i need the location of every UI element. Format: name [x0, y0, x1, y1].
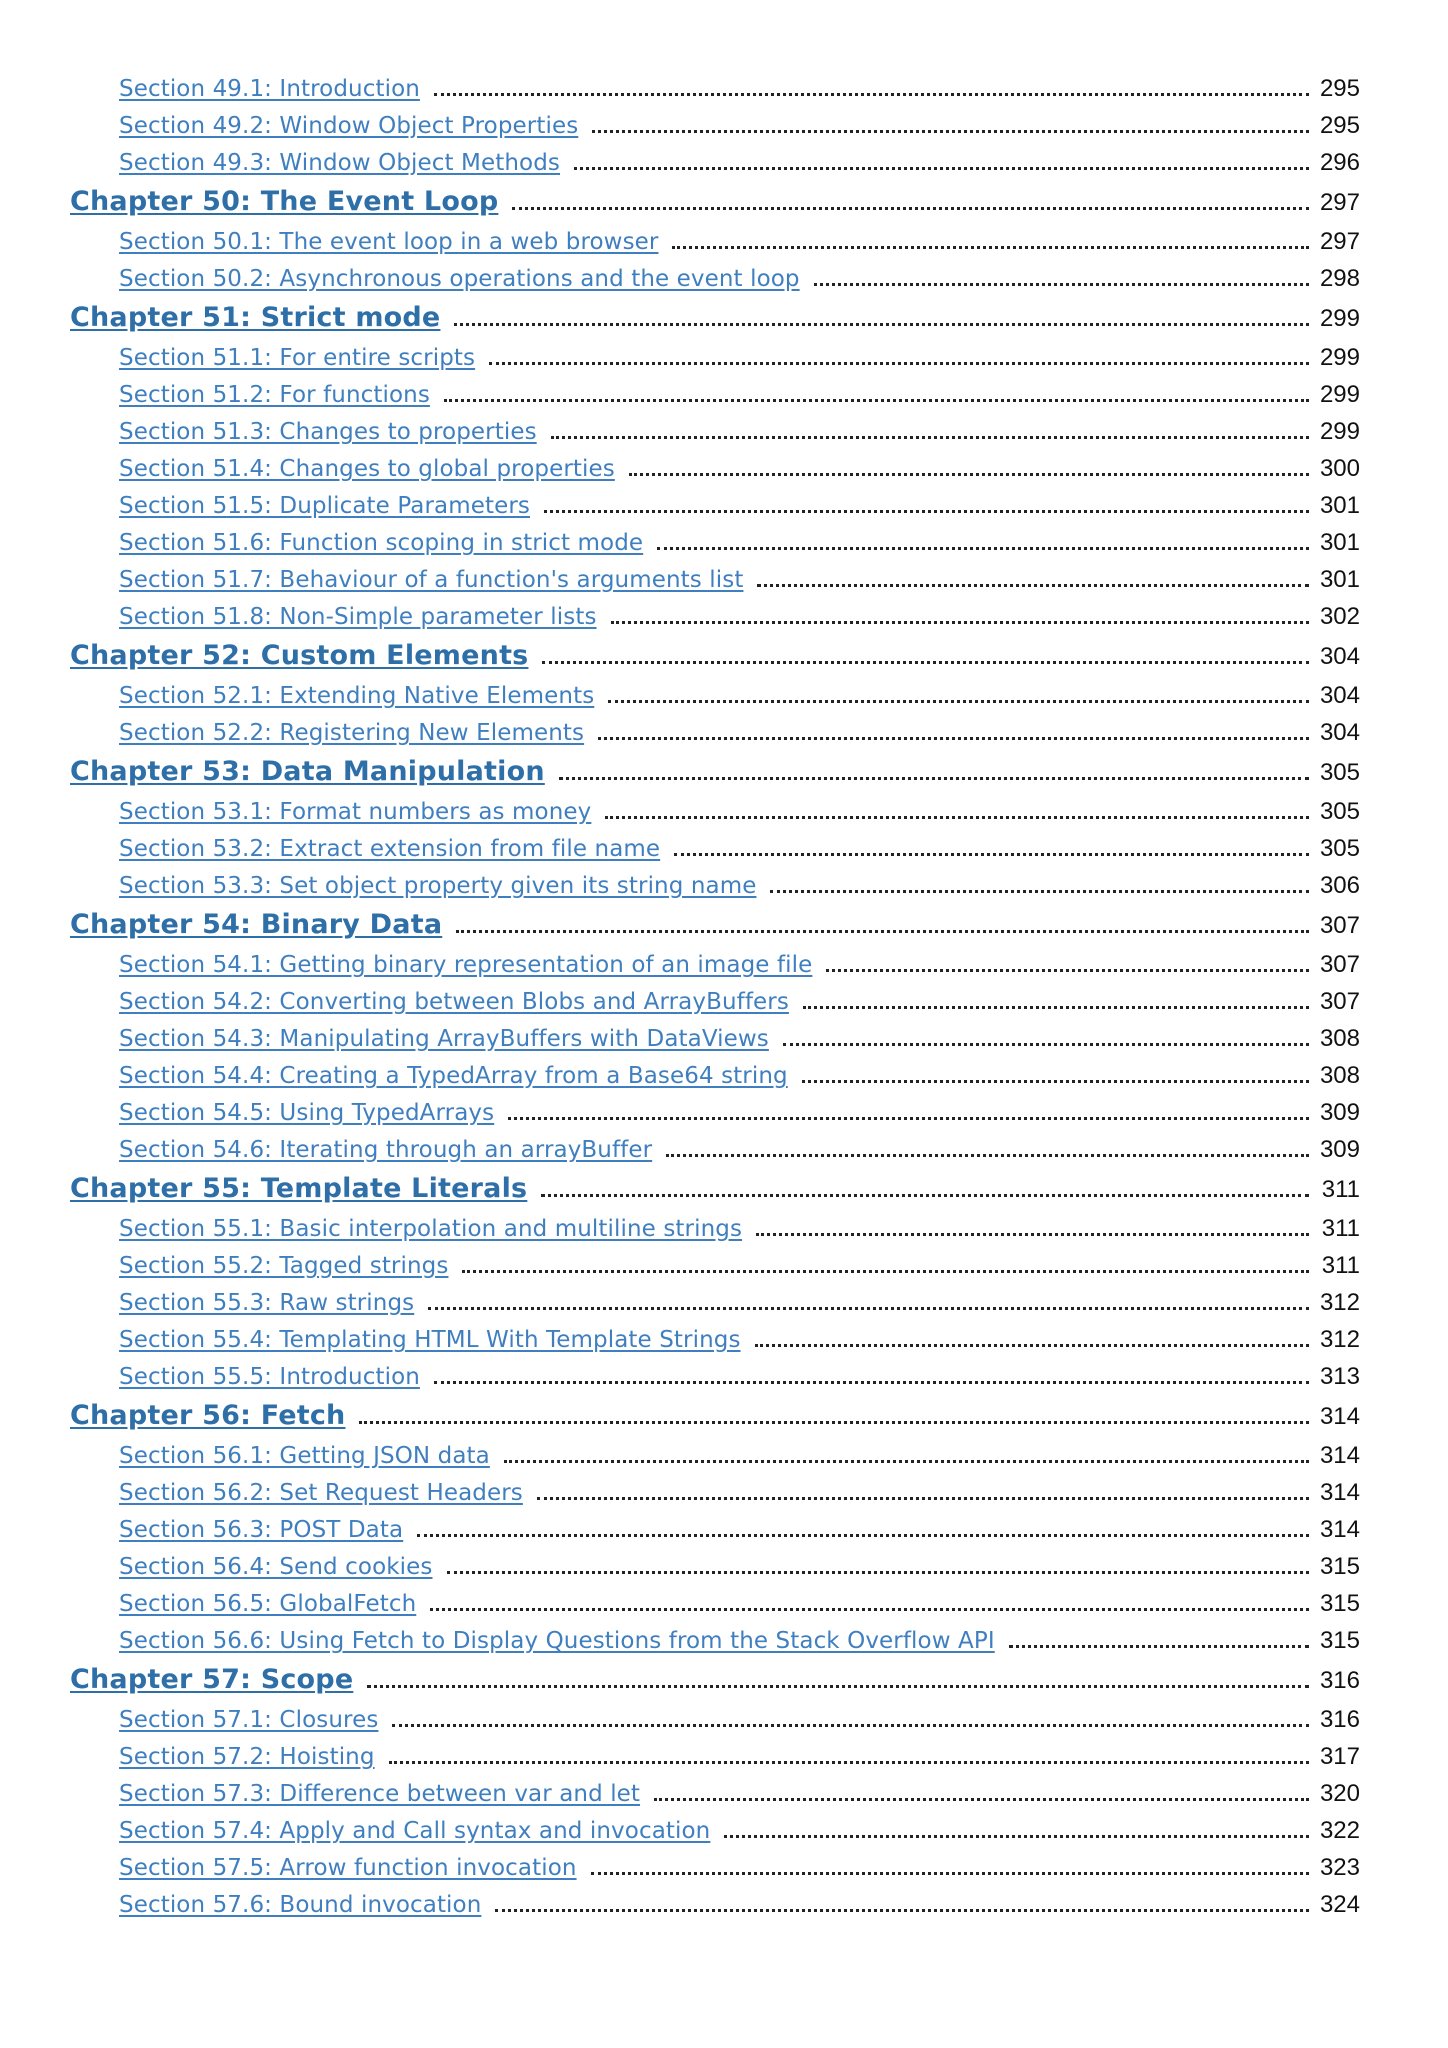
page-number: 307	[1319, 912, 1360, 939]
page-number: 299	[1319, 344, 1360, 371]
toc-section-row	[70, 223, 1360, 260]
section-link[interactable]: Section 55.2: Tagged strings	[119, 1253, 449, 1279]
dot-leader	[605, 816, 1309, 819]
dot-leader	[454, 323, 1309, 326]
toc-chapter-row	[70, 904, 1360, 946]
page-number: 315	[1319, 1553, 1360, 1580]
page-number: 306	[1319, 872, 1360, 899]
section-link[interactable]: Section 52.2: Registering New Elements	[119, 720, 585, 746]
chapter-link[interactable]: Chapter 56: Fetch	[70, 1400, 346, 1431]
dot-leader	[541, 1194, 1309, 1197]
dot-leader	[608, 700, 1309, 703]
dot-leader	[611, 621, 1309, 624]
page-number: 299	[1319, 418, 1360, 445]
page-number: 304	[1319, 682, 1360, 709]
page-number: 317	[1319, 1743, 1360, 1770]
dot-leader	[389, 1761, 1309, 1764]
page-number: 324	[1319, 1891, 1360, 1918]
page-number: 314	[1319, 1403, 1360, 1430]
toc-section-row	[70, 830, 1360, 867]
chapter-link[interactable]: Chapter 53: Data Manipulation	[70, 756, 545, 787]
toc-section-row	[70, 144, 1360, 181]
dot-leader	[783, 1043, 1309, 1046]
toc-section-row	[70, 1548, 1360, 1585]
dot-leader	[666, 1154, 1309, 1157]
page-number: 301	[1319, 492, 1360, 519]
dot-leader	[598, 737, 1309, 740]
toc-section-row	[70, 1020, 1360, 1057]
toc-section-row	[70, 413, 1360, 450]
section-link[interactable]: Section 57.1: Closures	[119, 1707, 379, 1733]
toc-section-row	[70, 450, 1360, 487]
page-number: 301	[1319, 529, 1360, 556]
toc-section-row	[70, 1701, 1360, 1738]
page-number: 299	[1319, 381, 1360, 408]
toc-section-row	[70, 487, 1360, 524]
page-number: 307	[1319, 988, 1360, 1015]
section-link[interactable]: Section 49.2: Window Object Properties	[119, 113, 579, 139]
dot-leader	[508, 1117, 1309, 1120]
dot-leader	[591, 1872, 1309, 1875]
toc-section-row	[70, 1511, 1360, 1548]
page-number: 308	[1319, 1025, 1360, 1052]
page-number: 307	[1319, 951, 1360, 978]
page-number: 305	[1319, 835, 1360, 862]
toc-section-row	[70, 1094, 1360, 1131]
toc-section-row	[70, 1474, 1360, 1511]
toc-section-row	[70, 1247, 1360, 1284]
section-link[interactable]: Section 50.2: Asynchronous operations and the event loop	[119, 266, 800, 292]
page-number: 309	[1319, 1099, 1360, 1126]
dot-leader	[489, 362, 1309, 365]
dot-leader	[803, 1006, 1309, 1009]
toc-section-row	[70, 677, 1360, 714]
dot-leader	[826, 969, 1309, 972]
dot-leader	[537, 1497, 1309, 1500]
page-number: 323	[1319, 1854, 1360, 1881]
page-number: 304	[1319, 643, 1360, 670]
toc-chapter-row	[70, 635, 1360, 677]
page-number: 301	[1319, 566, 1360, 593]
page-number: 314	[1319, 1516, 1360, 1543]
toc-section-row	[70, 70, 1360, 107]
page-number: 304	[1319, 719, 1360, 746]
page-number: 305	[1319, 798, 1360, 825]
toc-section-row	[70, 1585, 1360, 1622]
page-number: 320	[1319, 1780, 1360, 1807]
dot-leader	[757, 584, 1309, 587]
section-link[interactable]: Section 54.1: Getting binary representation of an image file	[119, 952, 813, 978]
toc-section-row	[70, 598, 1360, 635]
toc-section-row	[70, 1321, 1360, 1358]
toc-section-row	[70, 983, 1360, 1020]
page-number: 315	[1319, 1627, 1360, 1654]
dot-leader	[504, 1460, 1309, 1463]
chapter-link[interactable]: Chapter 50: The Event Loop	[70, 186, 499, 217]
section-link[interactable]: Section 51.7: Behaviour of a function's arguments list	[119, 567, 744, 593]
page-number: 308	[1319, 1062, 1360, 1089]
section-link[interactable]: Section 54.2: Converting between Blobs and ArrayBuffers	[119, 989, 789, 1015]
dot-leader	[551, 436, 1309, 439]
toc-section-row	[70, 107, 1360, 144]
dot-leader	[674, 853, 1309, 856]
page-number: 295	[1319, 112, 1360, 139]
section-link[interactable]: Section 54.4: Creating a TypedArray from a Base64 string	[119, 1063, 788, 1089]
page-number: 316	[1319, 1667, 1360, 1694]
chapter-link[interactable]: Chapter 52: Custom Elements	[70, 640, 529, 671]
toc-section-row	[70, 1358, 1360, 1395]
section-link[interactable]: Section 56.1: Getting JSON data	[119, 1443, 490, 1469]
section-link[interactable]: Section 56.3: POST Data	[119, 1517, 404, 1543]
chapter-link[interactable]: Chapter 57: Scope	[70, 1664, 354, 1695]
page-number: 316	[1319, 1706, 1360, 1733]
section-link[interactable]: Section 55.3: Raw strings	[119, 1290, 415, 1316]
section-link[interactable]: Section 56.4: Send cookies	[119, 1554, 433, 1580]
dot-leader	[814, 283, 1309, 286]
dot-leader	[654, 1798, 1309, 1801]
toc-section-row	[70, 376, 1360, 413]
toc-chapter-row	[70, 1659, 1360, 1701]
toc-section-row	[70, 1057, 1360, 1094]
toc-section-row	[70, 1437, 1360, 1474]
toc-chapter-row	[70, 751, 1360, 793]
section-link[interactable]: Section 51.3: Changes to properties	[119, 419, 537, 445]
dot-leader	[755, 1344, 1309, 1347]
page-number: 295	[1319, 75, 1360, 102]
toc-section-row	[70, 339, 1360, 376]
section-link[interactable]: Section 53.2: Extract extension from file name	[119, 836, 661, 862]
page-number: 300	[1319, 455, 1360, 482]
section-link[interactable]: Section 57.2: Hoisting	[119, 1744, 375, 1770]
section-link[interactable]: Section 53.3: Set object property given its string name	[119, 873, 757, 899]
dot-leader	[512, 207, 1309, 210]
page-number: 311	[1321, 1252, 1360, 1279]
dot-leader	[367, 1685, 1309, 1688]
dot-leader	[444, 399, 1309, 402]
dot-leader	[559, 777, 1309, 780]
toc-chapter-row	[70, 1168, 1360, 1210]
section-link[interactable]: Section 57.5: Arrow function invocation	[119, 1855, 577, 1881]
page-number: 312	[1319, 1326, 1360, 1353]
page-number: 322	[1319, 1817, 1360, 1844]
toc-section-row	[70, 714, 1360, 751]
section-link[interactable]: Section 51.8: Non-Simple parameter lists	[119, 604, 597, 630]
dot-leader	[434, 1381, 1309, 1384]
section-link[interactable]: Section 51.2: For functions	[119, 382, 430, 408]
page-number: 297	[1319, 189, 1360, 216]
dot-leader	[574, 167, 1309, 170]
toc-chapter-row	[70, 1395, 1360, 1437]
table-of-contents	[70, 70, 1360, 1923]
page-number: 299	[1319, 305, 1360, 332]
section-link[interactable]: Section 52.1: Extending Native Elements	[119, 683, 595, 709]
section-link[interactable]: Section 57.4: Apply and Call syntax and invocation	[119, 1818, 711, 1844]
dot-leader	[756, 1233, 1309, 1236]
section-link[interactable]: Section 56.5: GlobalFetch	[119, 1591, 417, 1617]
section-link[interactable]: Section 55.4: Templating HTML With Template Strings	[119, 1327, 741, 1353]
toc-section-row	[70, 793, 1360, 830]
dot-leader	[456, 930, 1309, 933]
toc-section-row	[70, 1849, 1360, 1886]
section-link[interactable]: Section 54.3: Manipulating ArrayBuffers with DataViews	[119, 1026, 769, 1052]
dot-leader	[392, 1724, 1309, 1727]
section-link[interactable]: Section 51.4: Changes to global properties	[119, 456, 615, 482]
toc-section-row	[70, 260, 1360, 297]
page-number: 298	[1319, 265, 1360, 292]
dot-leader	[657, 547, 1309, 550]
section-link[interactable]: Section 50.1: The event loop in a web browser	[119, 229, 659, 255]
toc-section-row	[70, 1775, 1360, 1812]
page-number: 309	[1319, 1136, 1360, 1163]
page-number: 311	[1321, 1176, 1360, 1203]
chapter-link[interactable]: Chapter 51: Strict mode	[70, 302, 441, 333]
dot-leader	[495, 1909, 1309, 1912]
section-link[interactable]: Section 54.5: Using TypedArrays	[119, 1100, 495, 1126]
section-link[interactable]: Section 49.3: Window Object Methods	[119, 150, 560, 176]
chapter-link[interactable]: Chapter 54: Binary Data	[70, 909, 443, 940]
dot-leader	[447, 1571, 1309, 1574]
section-link[interactable]: Section 51.1: For entire scripts	[119, 345, 476, 371]
toc-section-row	[70, 1812, 1360, 1849]
section-link[interactable]: Section 57.6: Bound invocation	[119, 1892, 482, 1918]
section-link[interactable]: Section 57.3: Difference between var and let	[119, 1781, 641, 1807]
section-link[interactable]: Section 56.2: Set Request Headers	[119, 1480, 523, 1506]
dot-leader	[724, 1835, 1309, 1838]
toc-section-row	[70, 524, 1360, 561]
dot-leader	[542, 661, 1309, 664]
dot-leader	[672, 246, 1309, 249]
section-link[interactable]: Section 54.6: Iterating through an arrayBuffer	[119, 1137, 653, 1163]
dot-leader	[770, 890, 1309, 893]
toc-section-row	[70, 561, 1360, 598]
toc-section-row	[70, 1284, 1360, 1321]
toc-chapter-row	[70, 181, 1360, 223]
dot-leader	[417, 1534, 1309, 1537]
section-link[interactable]: Section 49.1: Introduction	[119, 76, 420, 102]
dot-leader	[1009, 1645, 1309, 1648]
dot-leader	[802, 1080, 1309, 1083]
dot-leader	[428, 1307, 1309, 1310]
dot-leader	[462, 1270, 1309, 1273]
section-link[interactable]: Section 55.5: Introduction	[119, 1364, 420, 1390]
section-link[interactable]: Section 55.1: Basic interpolation and multiline strings	[119, 1216, 743, 1242]
toc-section-row	[70, 1738, 1360, 1775]
page-number: 315	[1319, 1590, 1360, 1617]
dot-leader	[434, 93, 1309, 96]
page-number: 313	[1319, 1363, 1360, 1390]
page-number: 302	[1319, 603, 1360, 630]
page-number: 311	[1321, 1215, 1360, 1242]
toc-section-row	[70, 1131, 1360, 1168]
dot-leader	[430, 1608, 1309, 1611]
toc-chapter-row	[70, 297, 1360, 339]
section-link[interactable]: Section 53.1: Format numbers as money	[119, 799, 592, 825]
toc-section-row	[70, 946, 1360, 983]
page-number: 305	[1319, 759, 1360, 786]
toc-section-row	[70, 1622, 1360, 1659]
page-number: 296	[1319, 149, 1360, 176]
section-link[interactable]: Section 51.6: Function scoping in strict mode	[119, 530, 644, 556]
section-link[interactable]: Section 51.5: Duplicate Parameters	[119, 493, 530, 519]
dot-leader	[629, 473, 1309, 476]
dot-leader	[544, 510, 1309, 513]
toc-section-row	[70, 1210, 1360, 1247]
page-number: 297	[1319, 228, 1360, 255]
chapter-link[interactable]: Chapter 55: Template Literals	[70, 1173, 528, 1204]
dot-leader	[592, 130, 1309, 133]
page-number: 314	[1319, 1479, 1360, 1506]
page-number: 314	[1319, 1442, 1360, 1469]
toc-section-row	[70, 867, 1360, 904]
toc-section-row	[70, 1886, 1360, 1923]
dot-leader	[359, 1421, 1309, 1424]
page-number: 312	[1319, 1289, 1360, 1316]
section-link[interactable]: Section 56.6: Using Fetch to Display Questions from the Stack Overflow API	[119, 1628, 995, 1654]
